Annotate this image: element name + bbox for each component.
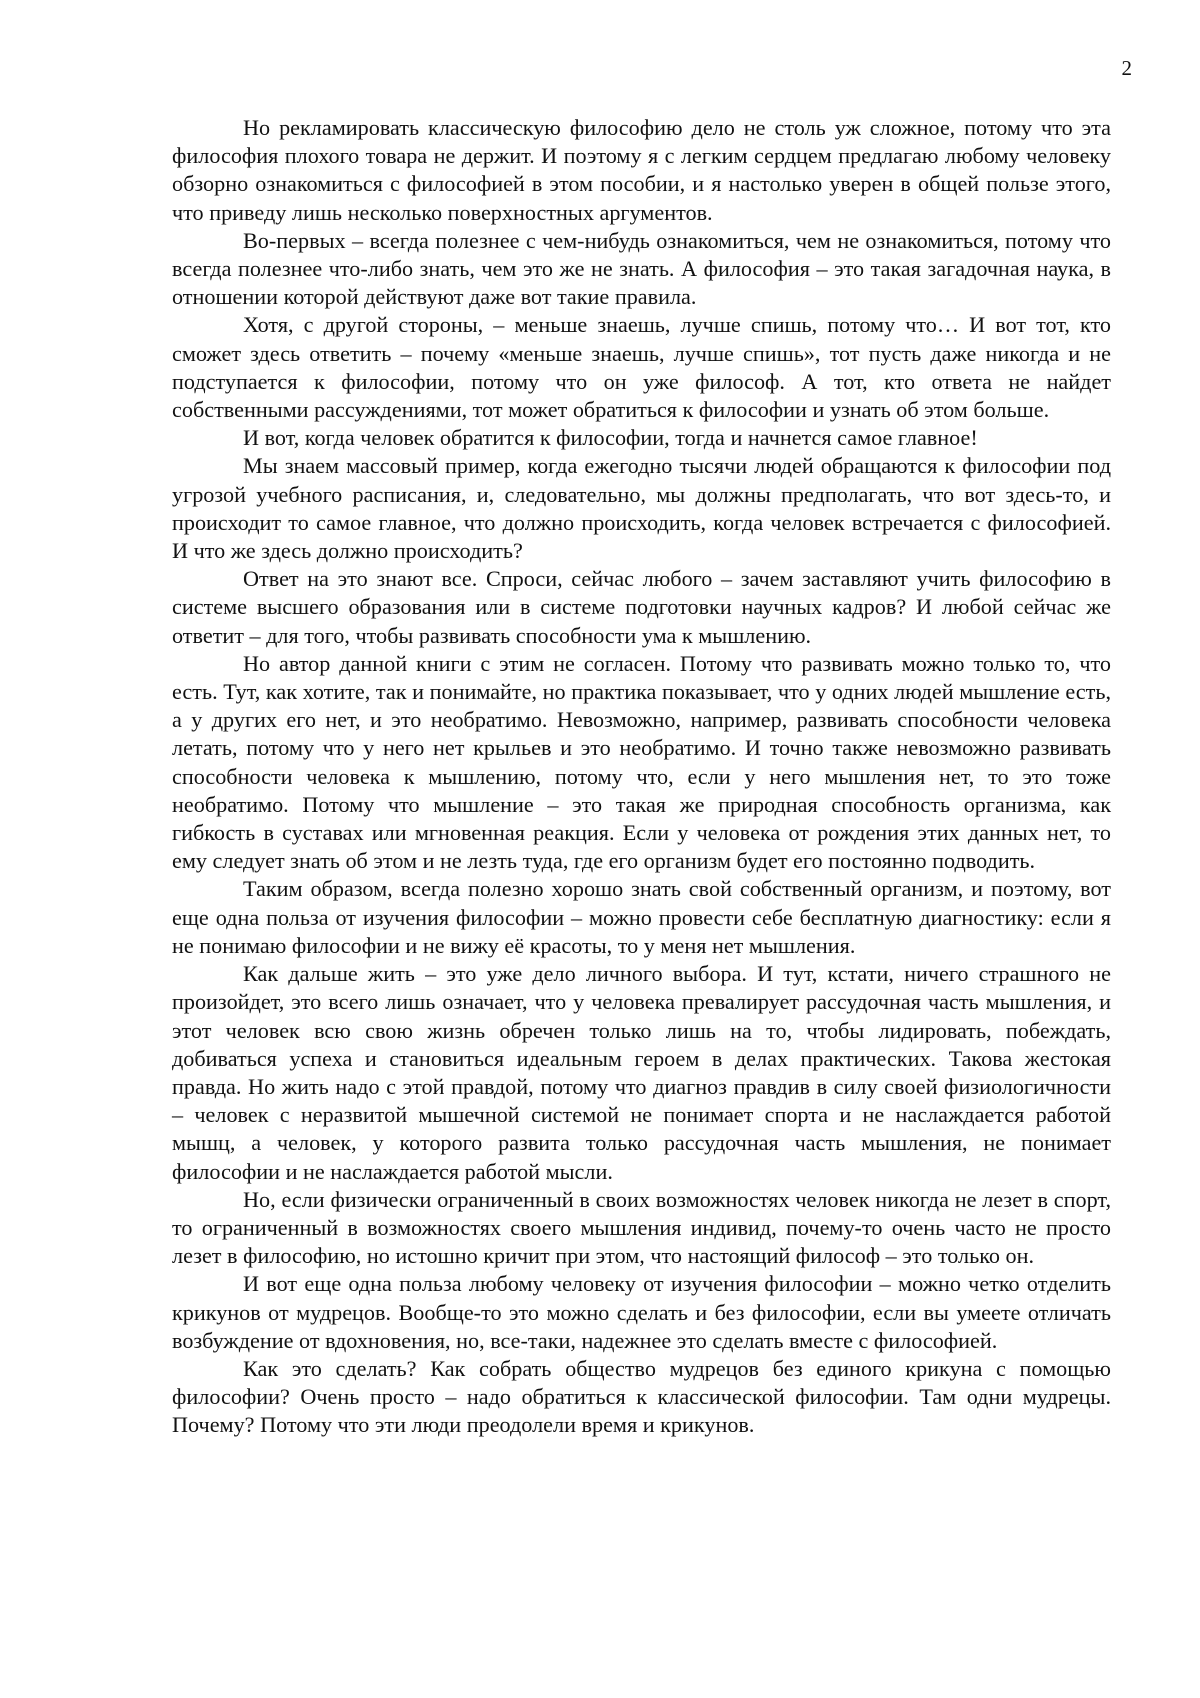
paragraph: Мы знаем массовый пример, когда ежегодно тысячи людей обращаются к философии под угрозой учебного расписания, и, следовательно, мы должны предполагать, что вот здесь-то, и происходит то самое главное, что должно происходить, когда человек встречается с философией. И что же здесь должно происходить?: [172, 453, 1111, 564]
body-text: [172, 114, 1111, 1440]
paragraph: Но автор данной книги с этим не согласен. Потому что развивать можно только то, что есть. Тут, как хотите, так и понимайте, но практика показывает, что у одних людей мышление есть, а у других его нет, и это необратимо. Невозможно, например, развивать способности человека летать, потому что у него нет крыльев и это необратимо. И точно также невозможно развивать способности человека к мышлению, потому что, если у него мышления нет, то это тоже необратимо. Потому что мышление – это такая же природная способность организма, как гибкость в суставах или мгновенная реакция. Если у человека от рождения этих данных нет, то ему следует знать об этом и не лезть туда, где его организм будет его постоянно подводить.: [172, 650, 1111, 874]
paragraph: Хотя, с другой стороны, – меньше знаешь, лучше спишь, потому что… И вот тот, кто сможет здесь ответить – почему «меньше знаешь, лучше спишь», тот пусть даже никогда и не подступается к философии, потому что он уже философ. А тот, кто ответа не найдет собственными рассуждениями, тот может обратиться к философии и узнать об этом больше.: [172, 312, 1111, 423]
page-number: 2: [1121, 56, 1132, 80]
paragraph: И вот, когда человек обратится к философии, тогда и начнется самое главное!: [243, 425, 978, 451]
paragraph: Но, если физически ограниченный в своих возможностях человек никогда не лезет в спорт, то ограниченный в возможностях своего мышления индивид, почему-то очень часто не просто лезет в философию, но истошно кричит при этом, что настоящий философ – это только он.: [172, 1186, 1111, 1269]
paragraph: Таким образом, всегда полезно хорошо знать свой собственный организм, и поэтому, вот еще одна польза от изучения философии – можно провести себе бесплатную диагностику: если я не понимаю философии и не вижу её красоты, то у меня нет мышления.: [172, 876, 1111, 958]
paragraph: Как дальше жить – это уже дело личного выбора. И тут, кстати, ничего страшного не произойдет, это всего лишь означает, что у человека превалирует рассудочная часть мышления, и этот человек всю свою жизнь обречен только лишь на то, чтобы лидировать, побеждать, добиваться успеха и становиться идеальным героем в делах практических. Такова жестокая правда. Но жить надо с этой правдой, потому что диагноз правдив в силу своей физиологичности – человек с неразвитой мышечной системой не понимает спорта и не наслаждается работой мышц, а человек, у которого развита только рассудочная часть мышления, не понимает философии и не наслаждается работой мысли.: [172, 961, 1111, 1184]
paragraph: Но рекламировать классическую философию дело не столь уж сложное, потому что эта философия плохого товара не держит. И поэтому я с легким сердцем предлагаю любому человеку обзорно ознакомиться с философией в этом пособии, и я настолько уверен в общей пользе этого, что приведу лишь несколько поверхностных аргументов.: [172, 115, 1111, 225]
paragraph: Ответ на это знают все. Спроси, сейчас любого – зачем заставляют учить философию в системе высшего образования или в системе подготовки научных кадров? И любой сейчас же ответит – для того, чтобы развивать способности ума к мышлению.: [172, 566, 1111, 648]
paragraph: Во-первых – всегда полезнее с чем-нибудь ознакомиться, чем не ознакомиться, потому что всегда полезнее что-либо знать, чем это же не знать. А философия – это такая загадочная наука, в отношении которой действуют даже вот такие правила.: [172, 227, 1111, 310]
paragraph: И вот еще одна польза любому человеку от изучения философии – можно четко отделить крикунов от мудрецов. Вообще-то это можно сделать и без философии, если вы умеете отличать возбуждение от вдохновения, но, все-таки, надежнее это сделать вместе с философией.: [172, 1271, 1111, 1353]
paragraph: Как это сделать? Как собрать общество мудрецов без единого крикуна с помощью философии? Очень просто – надо обратиться к классической философии. Там одни мудрецы. Почему? Потому что эти люди преодолели время и крикунов.: [172, 1355, 1111, 1438]
